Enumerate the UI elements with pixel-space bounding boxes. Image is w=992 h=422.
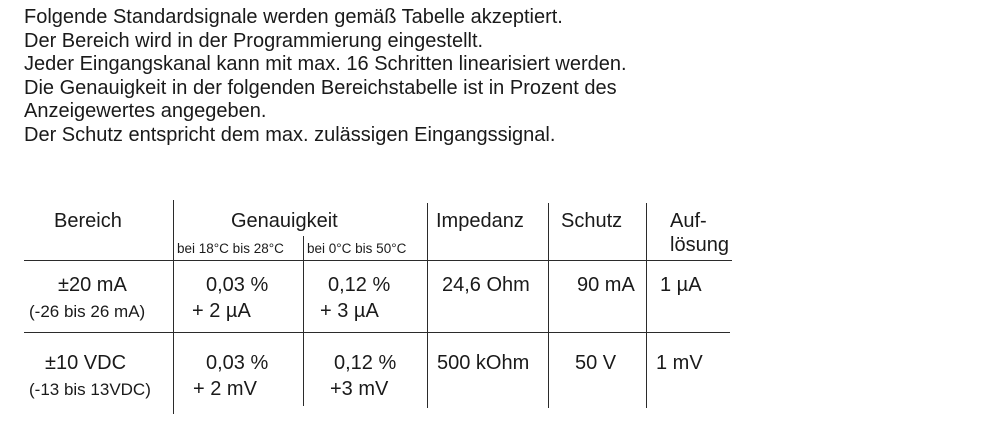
cell-genauigkeit-1: + 2 mV: [193, 378, 257, 400]
cell-bereich: ±10 VDC: [45, 352, 127, 374]
table-divider: [173, 200, 174, 414]
intro-line: Die Genauigkeit in der folgenden Bereichstabelle ist in Prozent des: [24, 76, 617, 99]
cell-aufloesung: 1 µA: [660, 274, 702, 296]
header-genauigkeit: Genauigkeit: [231, 210, 338, 232]
header-aufloesung: Auf-: [670, 210, 707, 232]
table-divider: [646, 203, 647, 408]
table-divider: [303, 236, 304, 406]
cell-genauigkeit-2: +3 mV: [330, 378, 389, 400]
cell-bereich-sub: (-13 bis 13VDC): [29, 380, 151, 399]
cell-genauigkeit-2: 0,12 %: [328, 274, 391, 296]
intro-line: Jeder Eingangskanal kann mit max. 16 Schritten linearisiert werden.: [24, 53, 627, 75]
header-impedanz: Impedanz: [436, 210, 524, 232]
cell-genauigkeit-2: 0,12 %: [334, 352, 397, 374]
header-bereich: Bereich: [54, 210, 122, 232]
cell-impedanz: 24,6 Ohm: [442, 274, 530, 296]
cell-genauigkeit-1: 0,03 %: [206, 274, 269, 296]
table-divider: [24, 332, 730, 333]
cell-schutz: 90 mA: [577, 274, 635, 296]
intro-line: Anzeigewertes angegeben.: [24, 100, 267, 122]
cell-schutz: 50 V: [575, 352, 617, 374]
header-genauigkeit-sub2: bei 0°C bis 50°C: [307, 241, 407, 256]
table-divider: [24, 260, 732, 261]
intro-paragraph: [24, 6, 964, 147]
cell-bereich-sub: (-26 bis 26 mA): [29, 302, 146, 321]
cell-bereich: ±20 mA: [58, 274, 127, 296]
intro-line: Folgende Standardsignale werden gemäß Tabelle akzeptiert.: [24, 6, 563, 28]
cell-aufloesung: 1 mV: [656, 352, 703, 374]
cell-genauigkeit-1: 0,03 %: [206, 352, 269, 374]
intro-line: Der Bereich wird in der Programmierung eingestellt.: [24, 29, 484, 52]
header-aufloesung: lösung: [670, 234, 729, 256]
cell-genauigkeit-2: + 3 µA: [320, 300, 379, 322]
header-genauigkeit-sub1: bei 18°C bis 28°C: [177, 241, 284, 256]
cell-genauigkeit-1: + 2 µA: [192, 300, 251, 322]
table-divider: [427, 203, 428, 408]
cell-impedanz: 500 kOhm: [437, 352, 530, 374]
intro-line: Der Schutz entspricht dem max. zulässigen Eingangssignal.: [24, 123, 556, 146]
header-schutz: Schutz: [561, 210, 623, 232]
table-divider: [548, 203, 549, 408]
